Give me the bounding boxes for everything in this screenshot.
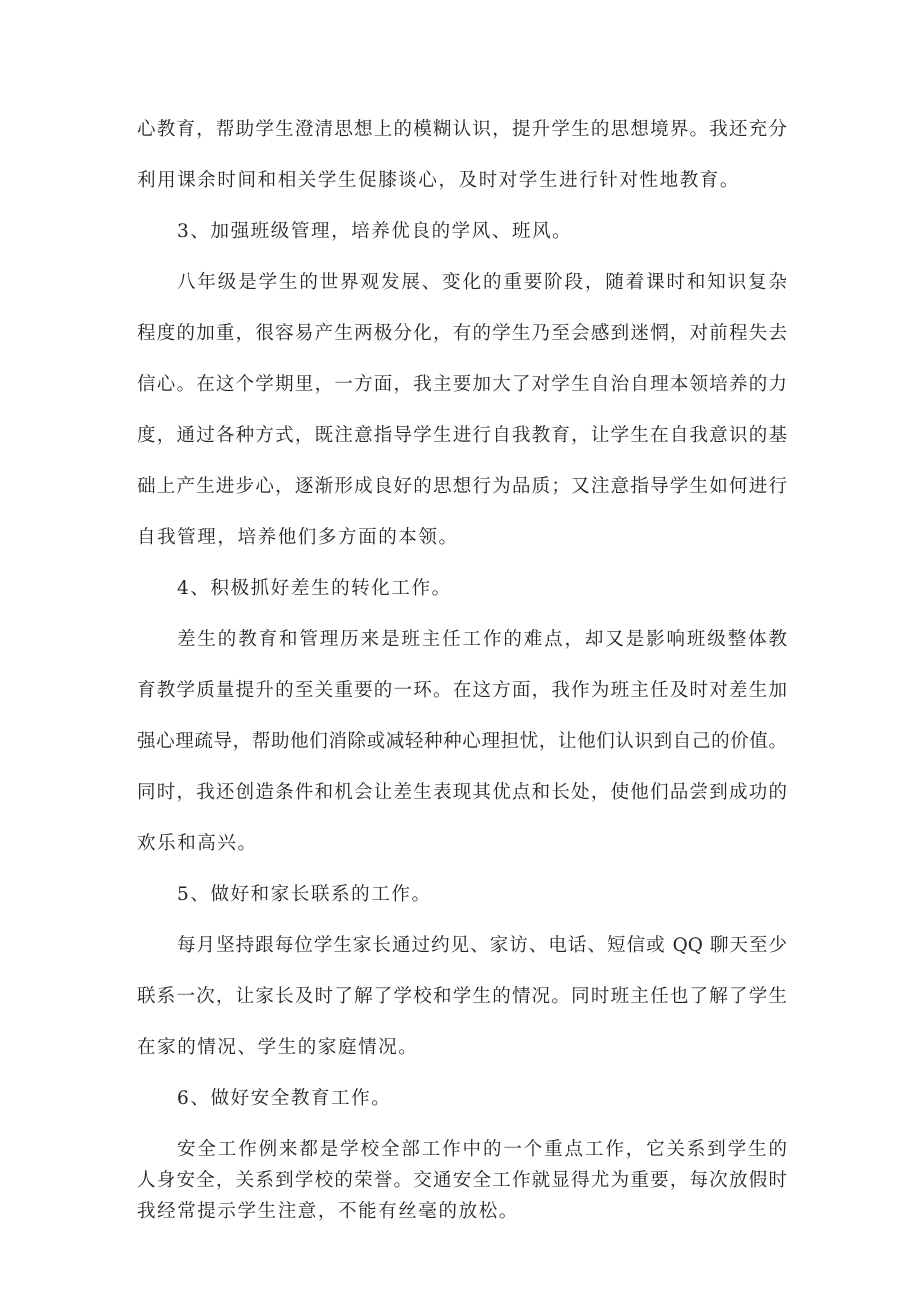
paragraph-line: 度，通过各种方式，既注意指导学生进行自我教育，让学生在自我意识的基 <box>137 425 787 446</box>
section-heading-6: 6、做好安全教育工作。 <box>177 1088 392 1109</box>
paragraph-line: 我经常提示学生注意，不能有丝毫的放松。 <box>137 1201 519 1222</box>
paragraph-line: 程度的加重，很容易产生两极分化，有的学生乃至会感到迷惘，对前程失去 <box>137 323 787 344</box>
paragraph-line: 育教学质量提升的至关重要的一环。在这方面，我作为班主任及时对差生加 <box>137 680 787 701</box>
paragraph-line: 在家的情况、学生的家庭情况。 <box>137 1037 419 1058</box>
paragraph-line: 安全工作例来都是学校全部工作中的一个重点工作，它关系到学生的 <box>177 1139 787 1160</box>
paragraph-line: 欢乐和高兴。 <box>137 833 258 854</box>
paragraph-line: 联系一次，让家长及时了解了学校和学生的情况。同时班主任也了解了学生 <box>137 986 787 1007</box>
paragraph-line: 自我管理，培养他们多方面的本领。 <box>137 527 459 548</box>
paragraph-line: 每月坚持跟每位学生家长通过约见、家访、电话、短信或 QQ 聊天至少 <box>177 935 787 956</box>
section-heading-5: 5、做好和家长联系的工作。 <box>177 884 432 905</box>
paragraph-line: 信心。在这个学期里，一方面，我主要加大了对学生自治自理本领培养的力 <box>137 374 787 395</box>
paragraph-line: 强心理疏导，帮助他们消除或减轻种种心理担忧，让他们认识到自己的价值。 <box>137 731 787 752</box>
section-heading-4: 4、积极抓好差生的转化工作。 <box>177 578 452 599</box>
paragraph-line: 人身安全，关系到学校的荣誉。交通安全工作就显得尤为重要，每次放假时 <box>137 1170 787 1191</box>
paragraph-line: 八年级是学生的世界观发展、变化的重要阶段，随着课时和知识复杂 <box>177 272 787 293</box>
paragraph-line: 心教育，帮助学生澄清思想上的模糊认识，提升学生的思想境界。我还充分 <box>137 119 787 140</box>
paragraph-line: 同时，我还创造条件和机会让差生表现其优点和长处，使他们品尝到成功的 <box>137 782 787 803</box>
paragraph-line: 础上产生进步心，逐渐形成良好的思想行为品质；又注意指导学生如何进行 <box>137 476 787 497</box>
paragraph-line: 利用课余时间和相关学生促膝谈心，及时对学生进行针对性地教育。 <box>137 170 741 191</box>
section-heading-3: 3、加强班级管理，培养优良的学风、班风。 <box>177 221 573 242</box>
paragraph-line: 差生的教育和管理历来是班主任工作的难点，却又是影响班级整体教 <box>177 629 787 650</box>
